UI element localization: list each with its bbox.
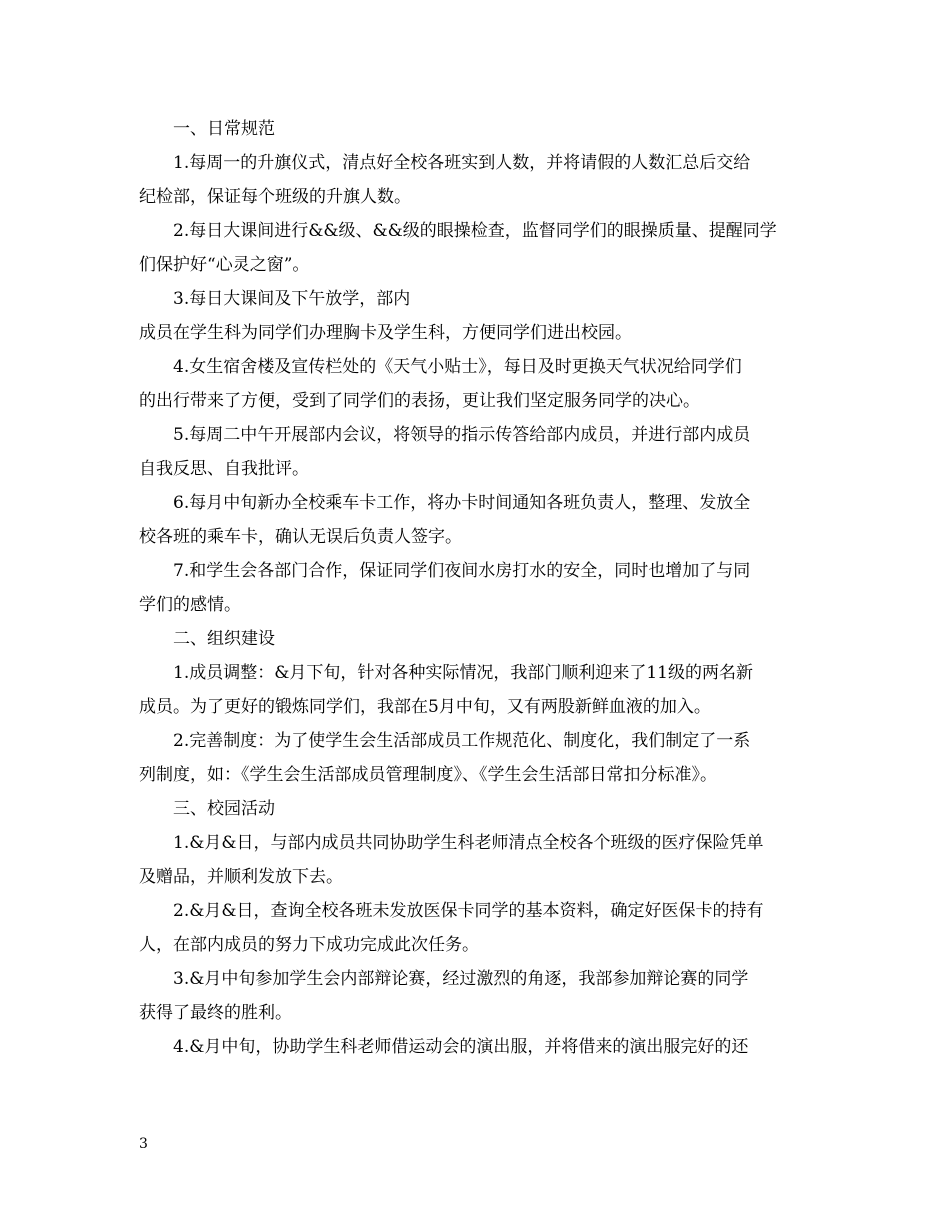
text-line: 1.每周一的升旗仪式，清点好全校各班实到人数，并将请假的人数汇总后交给	[173, 153, 751, 173]
text-line: 学们的感情。	[139, 595, 241, 615]
text-line: 7.和学生会各部门合作，保证同学们夜间水房打水的安全，同时也增加了与同	[173, 561, 751, 581]
text-line: 4.&月中旬，协助学生科老师借运动会的演出服，并将借来的演出服完好的还	[173, 1037, 749, 1057]
text-line: 1.&月&日，与部内成员共同协助学生科老师清点全校各个班级的医疗保险凭单	[173, 833, 764, 853]
text-line: 二、组织建设	[173, 629, 275, 649]
text-line: 6.每月中旬新办全校乘车卡工作，将办卡时间通知各班负责人，整理、发放全	[173, 493, 751, 513]
text-line: 纪检部，保证每个班级的升旗人数。	[139, 187, 411, 207]
text-line: 成员。为了更好的锻炼同学们，我部在5月中旬，又有两股新鲜血液的加入。	[139, 697, 711, 717]
text-line: 列制度，如：《学生会生活部成员管理制度》、《学生会生活部日常扣分标准》。	[139, 765, 717, 785]
text-line: 成员在学生科为同学们办理胸卡及学生科，方便同学们进出校园。	[139, 323, 632, 343]
text-line: 一、日常规范	[173, 119, 275, 139]
text-line: 2.&月&日，查询全校各班未发放医保卡同学的基本资料，确定好医保卡的持有	[173, 901, 764, 921]
text-line: 2.每日大课间进行&&级、&&级的眼操检查，监督同学们的眼操质量、提醒同学	[173, 221, 777, 241]
text-line: 人，在部内成员的努力下成功完成此次任务。	[139, 935, 479, 955]
text-line: 三、校园活动	[173, 799, 275, 819]
text-line: 4.女生宿舍楼及宣传栏处的《天气小贴士》，每日及时更换天气状况给同学们	[173, 357, 742, 377]
text-line: 3.&月中旬参加学生会内部辩论赛，经过激烈的角逐，我部参加辩论赛的同学	[173, 969, 749, 989]
text-line: 们保护好“心灵之窗”。	[139, 255, 310, 275]
text-line: 的出行带来了方便，受到了同学们的表扬，更让我们坚定服务同学的决心。	[139, 391, 700, 411]
text-line: 5.每周二中午开展部内会议，将领导的指示传答给部内成员，并进行部内成员	[173, 425, 751, 445]
text-line: 3.每日大课间及下午放学，部内	[173, 289, 411, 309]
text-line: 获得了最终的胜利。	[139, 1003, 292, 1023]
text-line: 2.完善制度：为了使学生会生活部成员工作规范化、制度化，我们制定了一系	[173, 731, 751, 751]
text-line: 及赠品，并顺利发放下去。	[139, 867, 343, 887]
text-line: 自我反思、自我批评。	[139, 459, 309, 479]
text-line: 1.成员调整：&月下旬，针对各种实际情况，我部门顺利迎来了11级的两名新	[173, 663, 753, 683]
document-body	[139, 112, 811, 1064]
page-number: 3	[139, 1136, 148, 1152]
text-line: 校各班的乘车卡，确认无误后负责人签字。	[139, 527, 462, 547]
